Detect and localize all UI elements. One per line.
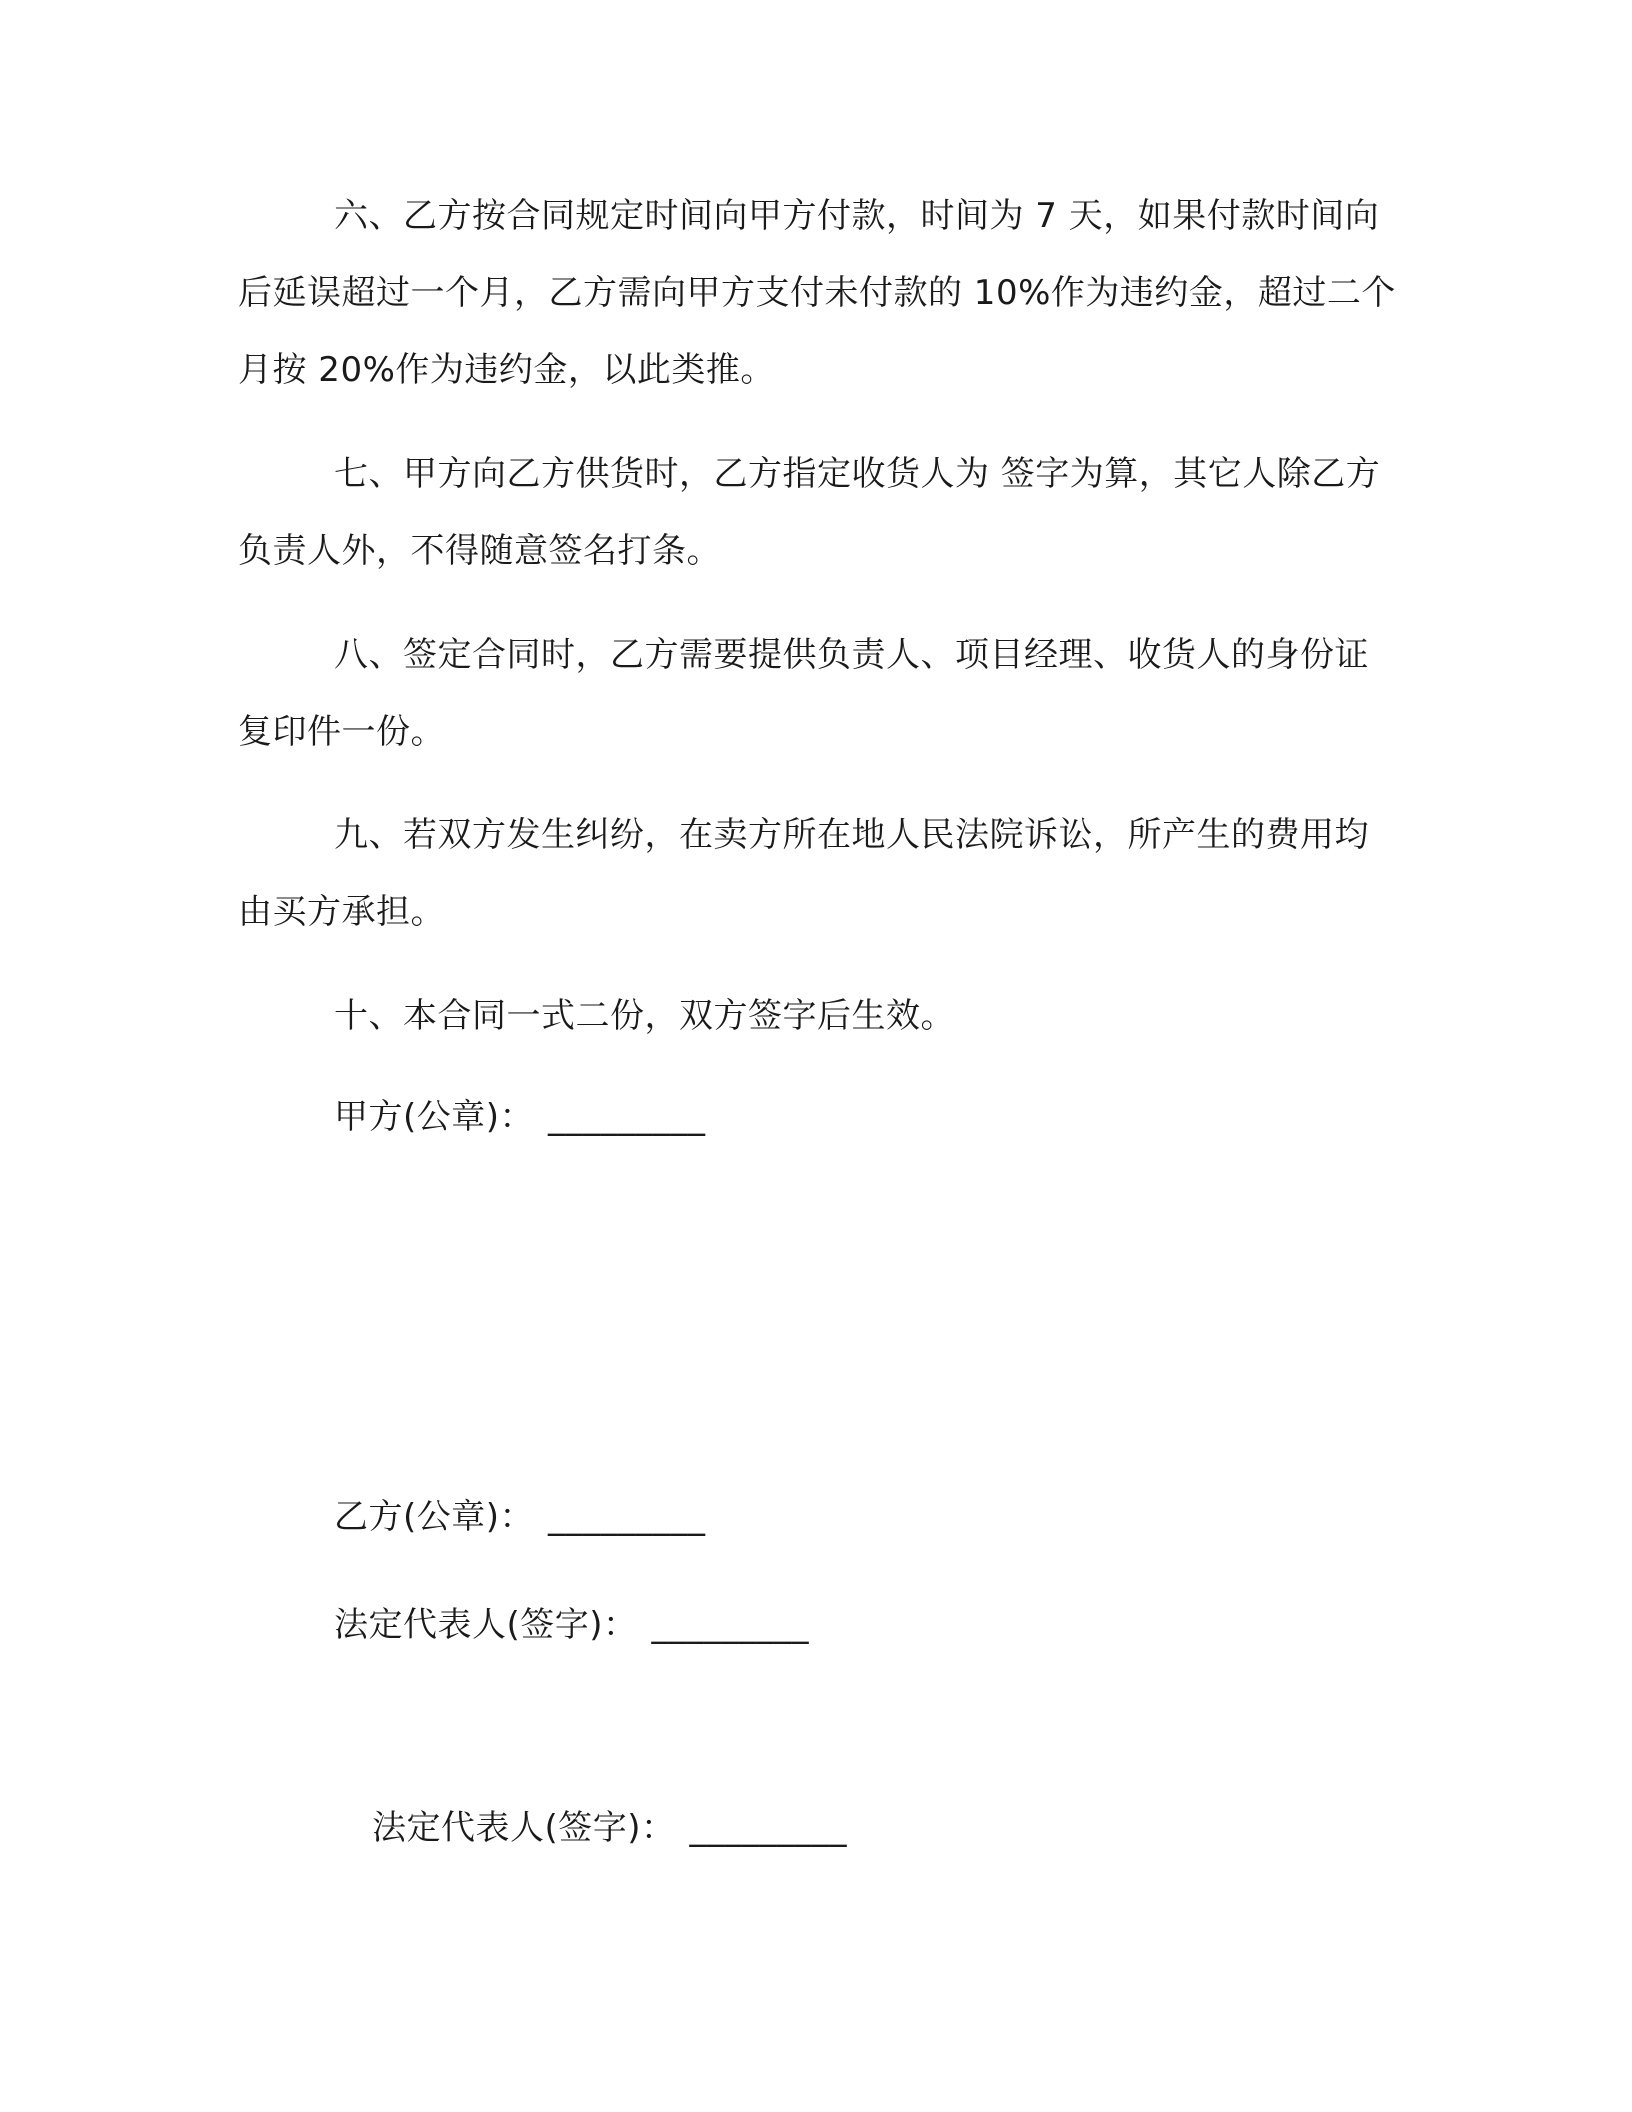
clause-eight: 八、签定合同时，乙方需要提供负责人、项目经理、收货人的身份证复印件一份。: [238, 635, 1369, 752]
legal-rep-label-2: 法定代表人(签字)：: [372, 1808, 676, 1848]
legal-rep-line-1: [334, 1600, 809, 1650]
party-b-seal-label: 乙方(公章)：: [334, 1497, 535, 1537]
party-a-seal-line: [334, 1092, 706, 1142]
party-a-seal-label: 甲方(公章)：: [334, 1097, 535, 1137]
party-a-seal-blank[interactable]: _________: [548, 1097, 706, 1137]
clause-nine: 九、若双方发生纠纷，在卖方所在地人民法院诉讼，所产生的费用均由买方承担。: [238, 815, 1369, 932]
party-b-seal-line: [334, 1492, 706, 1542]
clause-seven: 七、甲方向乙方供货时，乙方指定收货人为 签字为算，其它人除乙方负责人外，不得随意签名打条。: [238, 454, 1381, 571]
party-b-seal-blank[interactable]: _________: [548, 1497, 706, 1537]
clause-six: 六、乙方按合同规定时间向甲方付款，时间为 7 天，如果付款时间向后延误超过一个月，乙方需向甲方支付未付款的 10%作为违约金，超过二个月按 20%作为违约金，以此类推。: [238, 196, 1396, 390]
legal-rep-line-2: [372, 1803, 847, 1853]
legal-rep-blank-1[interactable]: _________: [651, 1605, 810, 1645]
clause-ten: 十、本合同一式二份，双方签字后生效。: [334, 996, 955, 1036]
legal-rep-label-1: 法定代表人(签字)：: [334, 1605, 638, 1645]
legal-rep-blank-2[interactable]: _________: [689, 1808, 848, 1848]
